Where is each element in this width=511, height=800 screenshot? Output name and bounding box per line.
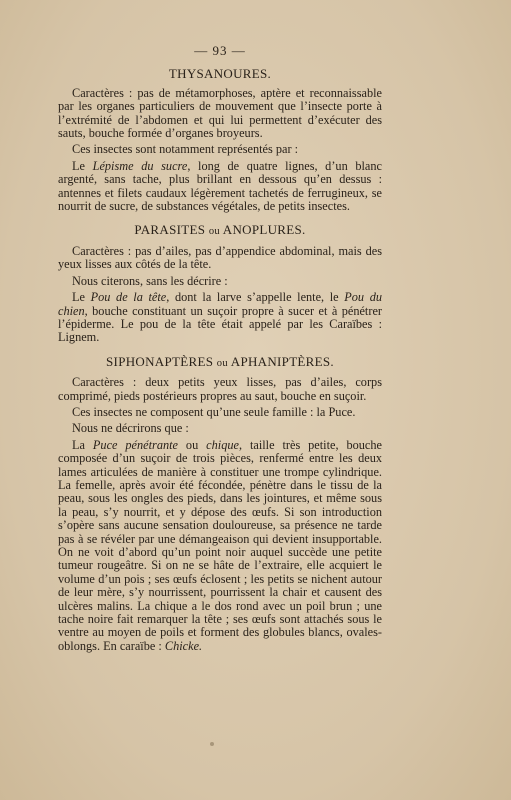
paragraph: Ces insectes sont notamment représentés par : [72,142,299,157]
paragraph: Le Pou de la tête, dont la larve s’appelle lente, le Pou du chien, bouche constituant un suçoir propre à sucer et à pénétrer l’épiderme. Le pou de la tête était appelé par les Caraïbes : Lignem. [58,290,383,345]
paragraph: Ces insectes ne composent qu’une seule famille : la Puce. [72,404,356,419]
paragraph: Nous ne décrirons que : [72,421,189,436]
paragraph: Le Lépisme du sucre, long de quatre lignes, d’un blanc argenté, sans tache, plus brillant en dessous qu’en dessus : antennes et filets caudaux légèrement tachetés de ferrugineux, se nourrit de sucre, de substances végétales, de petits insectes. [58,158,382,214]
paragraph: Caractères : pas de métamorphoses, aptère et reconnaissable par les organes particuliers de mouvement que l’insecte porte à l’extrémité de l’abdomen et qui lui permettent d’exécuter des sauts, bouche formée d’organes broyeurs. [58,85,382,141]
section-title-siphonapteres: SIPHONAPTÈRES ou APHANIPTÈRES. [106,353,334,369]
paragraph: Nous citerons, sans les décrire : [72,273,228,288]
paragraph: Caractères : pas d’ailes, pas d’appendice abdominal, mais des yeux lisses aux côtés de la tête. [58,243,382,272]
paragraph: Caractères : deux petits yeux lisses, pas d’ailes, corps comprimé, pieds postérieurs propres au saut, bouche en suçoir. [58,375,382,403]
paragraph: La Puce pénétrante ou chique, taille très petite, bouche composée d’un suçoir de trois pièces, renfermé entre les deux lames articulées de manière à constituer une trompe cylindrique. La femelle, après avoir été fécondée, pénètre dans le tissu de la peau, sous les ongles des pieds, dans les jointures, et même sous la peau, s’y nourrit, et y dépose des œufs. Si son introduction s’opère sans aucune sensation douloureuse, sa présence ne tarde pas à se révéler par une démangeaison qui devient insupportable. On ne voit d’abord qu’un point noir auquel succède une petite tumeur rougeâtre. Si on ne se hâte de l’extraire, elle acquiert le volume d’un pois ; ses œufs éclosent ; les petits se nichent autour de leur mère, s’y nourrissent, pourrissent la chair et causent des ulcères malins. La chique a le dos rond avec un poil brun ; une tache noire fait remarquer la tête ; ses œufs sont attachés sous le ventre au moyen de poils et forment des globules blancs, ovales-oblongs. En caraïbe : Chicke. [58,437,382,653]
section-title-thysanoures: THYSANOURES. [168,66,272,82]
section-title-parasites: PARASITES ou ANOPLURES. [134,222,306,238]
page-content [58,44,382,656]
page-number: — 93 — [194,43,246,58]
paper-spot [210,742,214,746]
